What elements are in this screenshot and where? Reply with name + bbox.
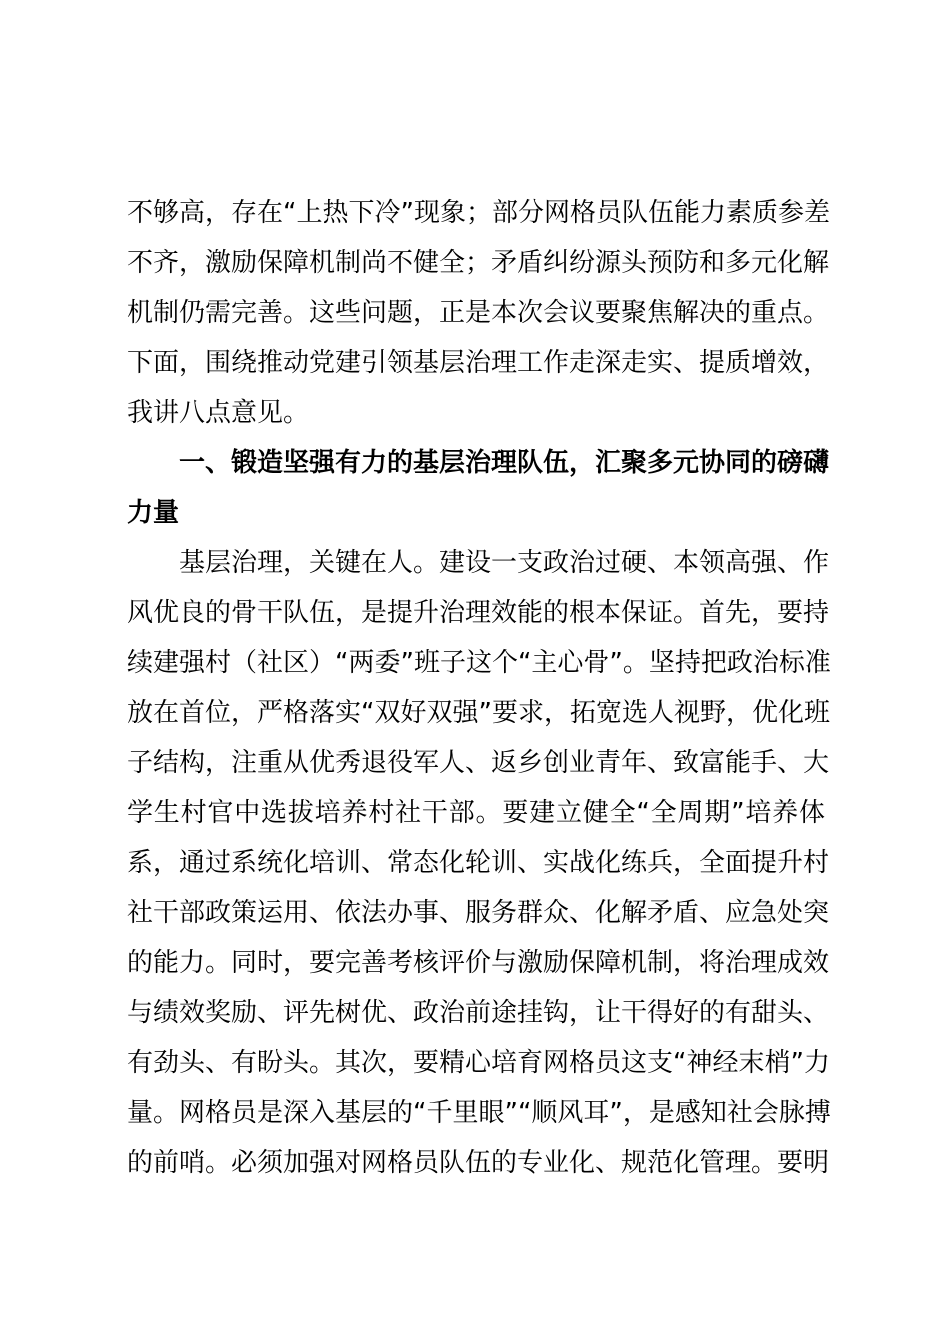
text-line: 我讲八点意见。 [127,398,310,428]
text-line: 不够高，存在“上热下冷”现象；部分网格员队伍能力素质参差 [127,198,830,228]
text-line: 社干部政策运用、依法办事、服务群众、化解矛盾、应急处突 [127,898,830,928]
text-line: 系，通过系统化培训、常态化轮训、实战化练兵，全面提升村 [127,848,830,878]
text-line: 量。网格员是深入基层的“千里眼”“顺风耳”，是感知社会脉搏 [127,1098,831,1128]
text-line: 不齐，激励保障机制尚不健全；矛盾纠纷源头预防和多元化解 [127,248,830,278]
document-page [127,188,831,1188]
text-line: 续建强村（社区）“两委”班子这个“主心骨”。坚持把政治标准 [127,648,831,678]
text-line: 放在首位，严格落实“双好双强”要求，拓宽选人视野，优化班 [127,698,830,728]
text-line: 学生村官中选拔培养村社干部。要建立健全“全周期”培养体 [127,798,825,828]
text-line: 风优良的骨干队伍，是提升治理效能的根本保证。首先，要持 [127,598,830,628]
text-line: 机制仍需完善。这些问题，正是本次会议要聚焦解决的重点。 [127,298,830,328]
text-line: 子结构，注重从优秀退役军人、返乡创业青年、致富能手、大 [127,748,830,778]
text-line: 的前哨。必须加强对网格员队伍的专业化、规范化管理。要明 [127,1148,830,1178]
text-line: 下面，围绕推动党建引领基层治理工作走深走实、提质增效， [127,348,830,378]
heading-line: 一、锻造坚强有力的基层治理队伍，汇聚多元协同的磅礴 [179,448,830,478]
paragraph-1 [127,538,831,1188]
text-line: 有劲头、有盼头。其次，要精心培育网格员这支“神经末梢”力 [127,1048,830,1078]
text-line: 与绩效奖励、评先树优、政治前途挂钩，让干得好的有甜头、 [127,998,830,1028]
text-line: 基层治理，关键在人。建设一支政治过硬、本领高强、作 [179,548,830,578]
paragraph-intro [127,188,830,438]
heading-line: 力量 [127,498,180,528]
text-line: 的能力。同时，要完善考核评价与激励保障机制，将治理成效 [127,948,830,978]
section-heading-1 [127,438,830,538]
